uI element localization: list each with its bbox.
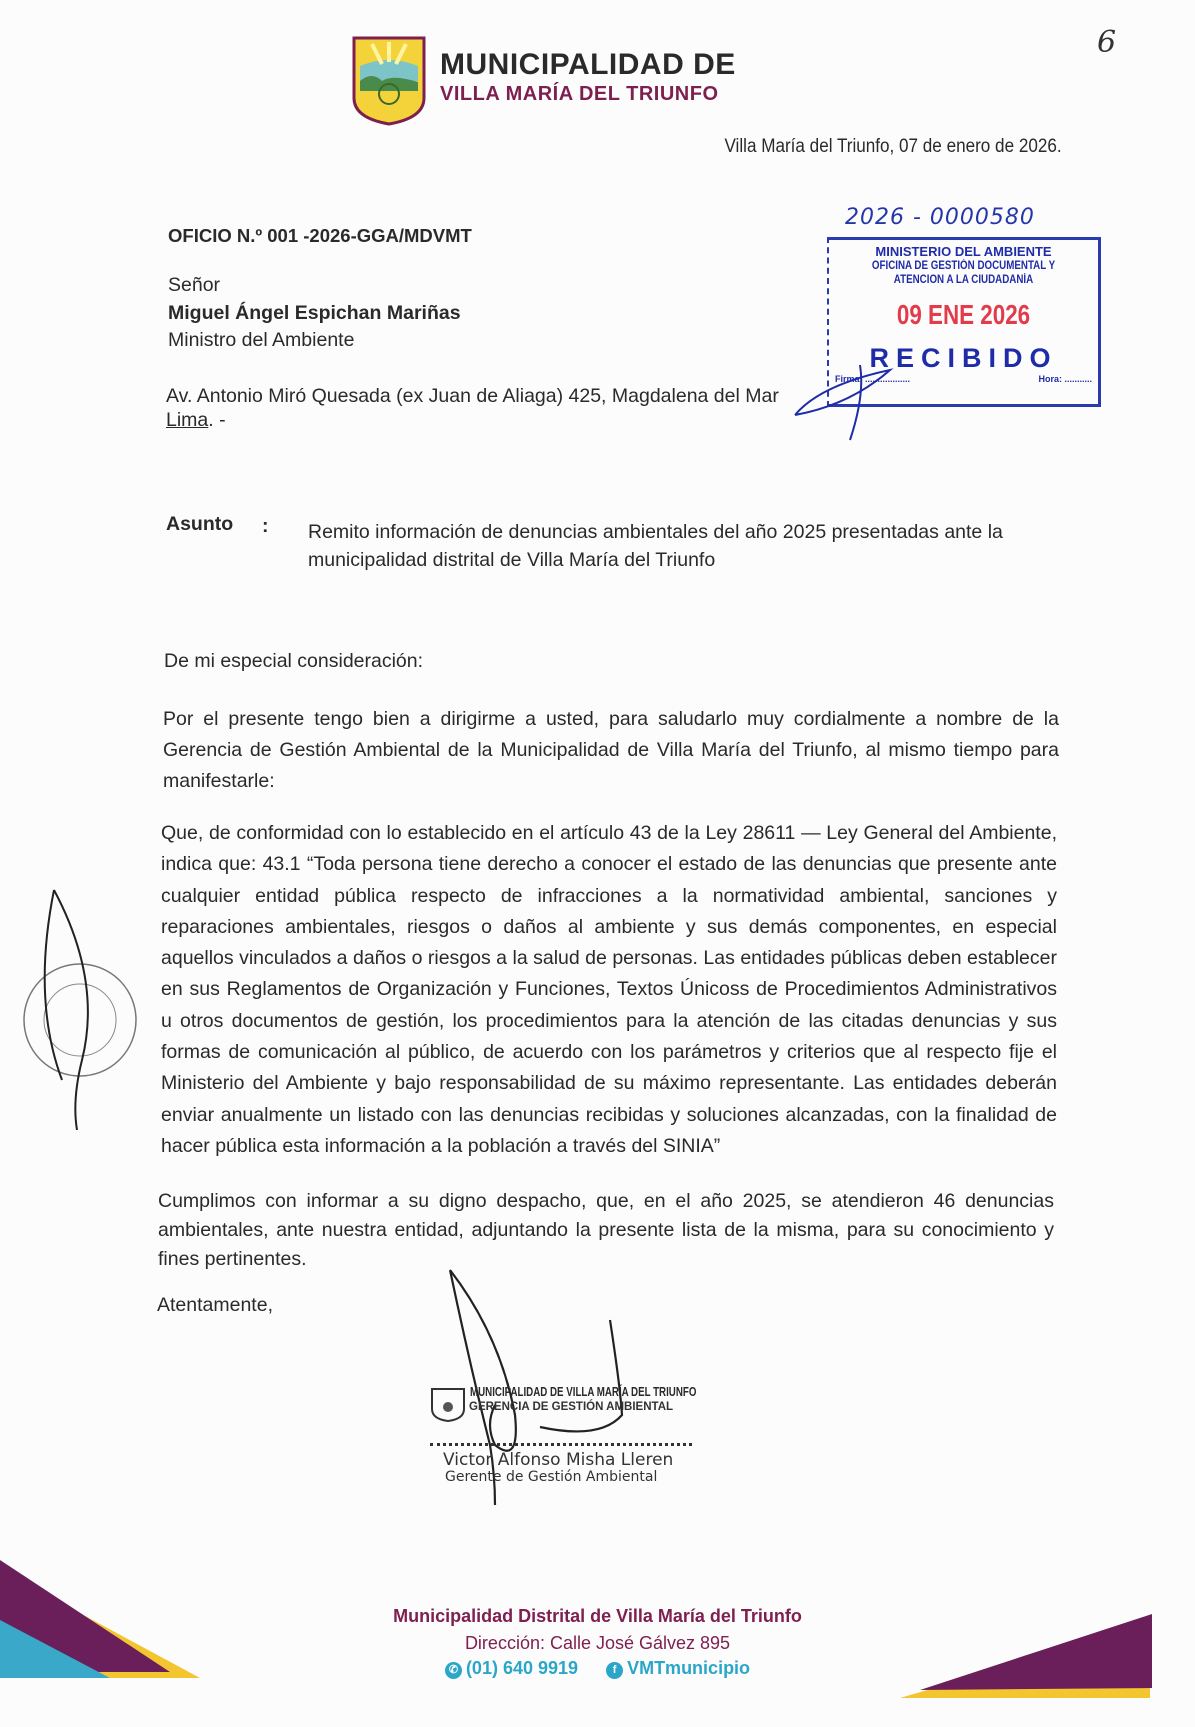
body-paragraph-2: Que, de conformidad con lo establecido en el artículo 43 de la Ley 28611 — Ley General del Ambiente, indica que: 43.1 “Toda persona tiene derecho a conocer el estado de las denuncias que presente ante cualquier entidad pública respecto de infracciones a la normatividad ambiental, sanciones y reparaciones ambientales, riesgos o daños al ambiente y sus demás componentes, en especial aquellos vinculados a daños o riesgos a la salud de personas. Las entidades públicas deben establecer en sus Reglamentos de Organización y Funciones, Textos Únicoss de Procedimientos Administrativos u otros documentos de gestión, los procedimientos para la atención de las citadas denuncias y sus formas de comunicación al público, de acuerdo con los parámetros y criterios que al respecto fije el Ministerio del Ambiente y bajo responsabilidad de su máximo representante. Las entidades deberán enviar anualmente un listado con las denuncias recibidas y soluciones alcanzadas, con la finalidad de hacer pública esta información a la población a través del SINIA” <box>161 822 1057 1157</box>
recipient-city-suffix: . - <box>208 409 226 431</box>
seal-crest-icon <box>430 1387 466 1423</box>
stamp-hora: Hora: ........... <box>1038 374 1092 384</box>
greeting: De mi especial consideración: <box>164 650 424 672</box>
stamp-status: RECIBIDO <box>869 343 1058 373</box>
footer-phone: (01) 640 9919 <box>465 1658 579 1678</box>
seal-line-2: GERENCIA DE GESTIÓN AMBIENTAL <box>469 1401 674 1413</box>
recipient-name: Miguel Ángel Espichan Mariñas <box>168 302 461 324</box>
body-paragraph-3: Cumplimos con informar a su digno despacho, que, en el año 2025, se atendieron 46 denuncias ambientales, ante nuestra entidad, adjuntando la presente lista de la misma, para su conocimiento y fines pertinentes. <box>158 1190 1054 1270</box>
municipal-crest-logo <box>352 36 426 126</box>
footer-contact <box>0 1658 1195 1679</box>
stamp-date: 09 ENE 2026 <box>896 299 1031 330</box>
footer-address: Dirección: Calle José Gálvez 895 <box>464 1633 731 1653</box>
side-seal-stamp <box>12 880 147 1130</box>
signer-name: Victor Alfonso Misha Lleren <box>443 1450 674 1470</box>
stamp-ministry: MINISTERIO DEL AMBIENTE <box>875 244 1052 259</box>
salutation: Señor <box>168 274 221 296</box>
recipient-title: Ministro del Ambiente <box>168 329 355 351</box>
body-paragraph-1: Por el presente tengo bien a dirigirme a usted, para saludarlo muy cordialmente a nombre de la Gerencia de Gestión Ambiental de la Municipalidad de Villa María del Triunfo, al mismo tiempo para manifestarle: <box>163 708 1059 792</box>
subject-label: Asunto <box>166 513 234 535</box>
seal-line-1: MUNICIPALIDAD DE VILLA MARÍA DEL TRIUNFO <box>470 1385 697 1399</box>
stamp-office: OFICINA DE GESTIÓN DOCUMENTAL Y <box>871 260 1056 272</box>
recipient-city-line <box>166 407 226 433</box>
letter-date: Villa María del Triunfo, 07 de enero de 2026. <box>724 136 1062 157</box>
closing: Atentamente, <box>157 1294 273 1316</box>
stamp-initials-signature <box>790 355 910 445</box>
stamp-firma: Firma: .................. <box>835 374 911 384</box>
subject-text: Remito información de denuncias ambientales del año 2025 presentadas ante la municipalidad distrital de Villa María del Triunfo <box>308 521 1003 571</box>
page-mark: 6 <box>1097 25 1117 60</box>
recipient-city: Lima <box>166 409 209 431</box>
footer-organization: Municipalidad Distrital de Villa María del Triunfo <box>393 1606 802 1626</box>
stamp-office-2: ATENCION A LA CIUDADANÍA <box>893 274 1034 286</box>
logo-subtitle: VILLA MARÍA DEL TRIUNFO <box>440 83 719 105</box>
footer-facebook[interactable]: VMTmunicipio <box>627 1658 751 1678</box>
signature-line <box>430 1443 692 1446</box>
registration-number: 2026 - 0000580 <box>845 205 1035 230</box>
facebook-icon: f <box>606 1662 623 1679</box>
logo-title: MUNICIPALIDAD DE <box>440 48 736 81</box>
subject-colon: : <box>262 515 269 537</box>
phone-icon: ✆ <box>445 1662 462 1679</box>
signer-title: Gerente de Gestión Ambiental <box>445 1469 658 1485</box>
oficio-reference: OFICIO N.º 001 -2026-GGA/MDVMT <box>168 225 472 246</box>
recipient-address: Av. Antonio Miró Quesada (ex Juan de Aliaga) 425, Magdalena del Mar <box>166 385 779 407</box>
